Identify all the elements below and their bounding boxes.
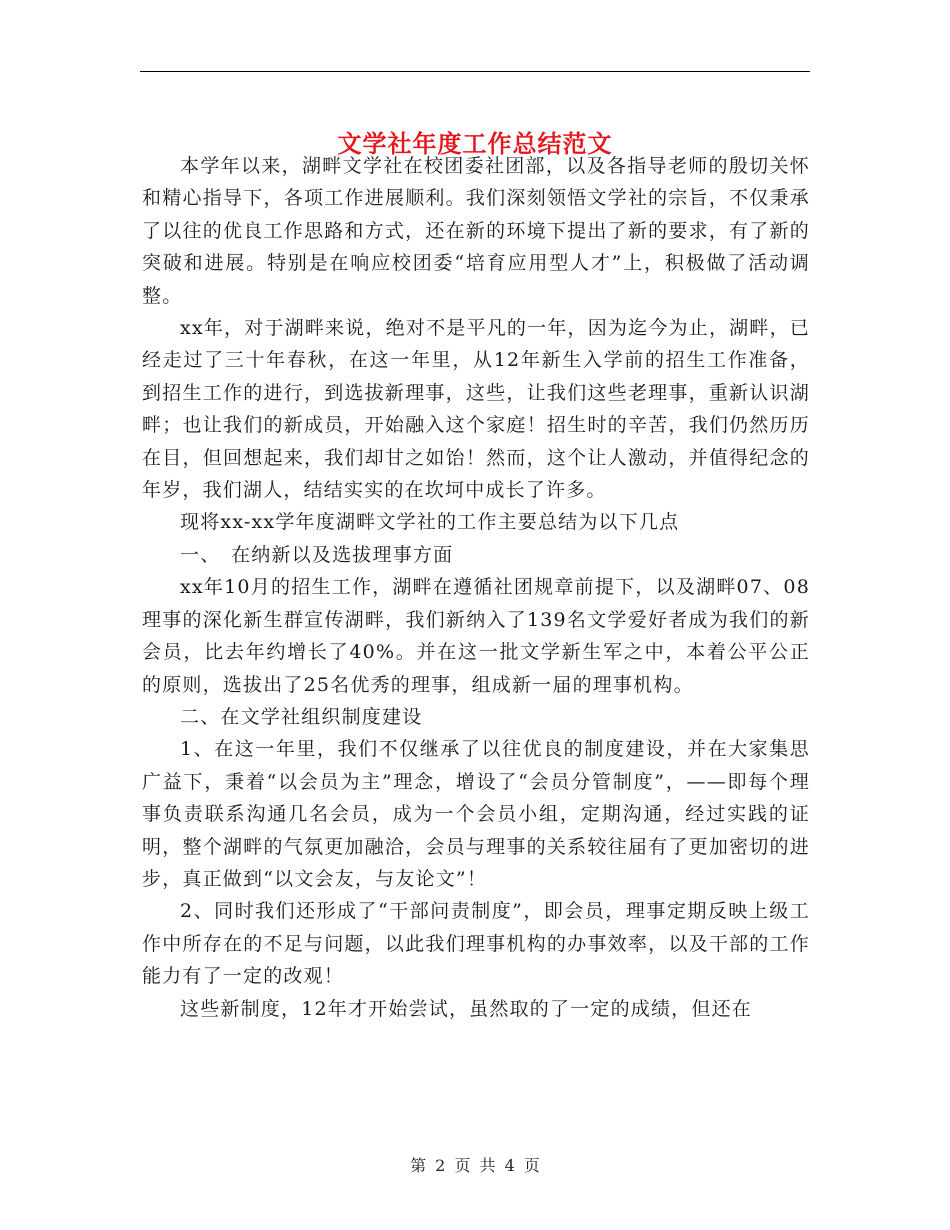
section-heading-organization: 二、在文学社组织制度建设 xyxy=(180,705,423,728)
paragraph-member-system: 1、在这一年里，我们不仅继承了以往优良的制度建设，并在大家集思广益下，秉着“以会员为主”理念，增设了“会员分管制度”，——即每个理事负责联系沟通几名会员，成为一个会员小组，定期沟通，经过实践的证明，整个湖畔的气氛更加融洽，会员与理事的关系较往届有了更加密切的进步，真正做到“以文会友，与友论文”！ xyxy=(142,738,810,890)
paragraph-new-systems: 这些新制度，12年才开始尝试，虽然取的了一定的成绩，但还在 xyxy=(180,997,752,1020)
paragraph-summary-lead: 现将xx-xx学年度湖畔文学社的工作主要总结为以下几点 xyxy=(180,511,680,534)
document-body xyxy=(142,150,810,1025)
page-footer: 第 2 页 共 4 页 xyxy=(410,1156,540,1175)
section-heading-recruitment: 一、 在纳新以及选拔理事方面 xyxy=(180,543,454,566)
paragraph-accountability-system: 2、同时我们还形成了“干部问责制度”，即会员，理事定期反映上级工作中所存在的不足与问题，以此我们理事机构的办事效率，以及干部的工作能力有了一定的改观！ xyxy=(142,900,810,988)
paragraph-year-review: xx年，对于湖畔来说，绝对不是平凡的一年，因为迄今为止，湖畔，已经走过了三十年春秋，在这一年里，从12年新生入学前的招生工作准备，到招生工作的进行，到选拔新理事，这些，让我们这些老理事，重新认识湖畔；也让我们的新成员，开始融入这个家庭！招生时的辛苦，我们仍然历历在目，但回想起来，我们却甘之如饴！然而，这个让人激动，并值得纪念的年岁，我们湖人，结结实实的在坎坷中成长了许多。 xyxy=(142,317,810,502)
header-rule xyxy=(140,71,810,72)
paragraph-recruitment: xx年10月的招生工作，湖畔在遵循社团规章前提下，以及湖畔07、08理事的深化新生群宣传湖畔，我们新纳入了139名文学爱好者成为我们的新会员，比去年约增长了40%。并在这一批文学新生军之中，本着公平公正的原则，选拔出了25名优秀的理事，组成新一届的理事机构。 xyxy=(142,576,810,696)
document-title: 文学社年度工作总结范文 xyxy=(337,129,613,159)
paragraph-intro: 本学年以来，湖畔文学社在校团委社团部，以及各指导老师的殷切关怀和精心指导下，各项工作进展顺利。我们深刻领悟文学社的宗旨，不仅秉承了以往的优良工作思路和方式，还在新的环境下提出了新的要求，有了新的突破和进展。特别是在响应校团委“培育应用型人才”上，积极做了活动调整。 xyxy=(142,155,810,307)
